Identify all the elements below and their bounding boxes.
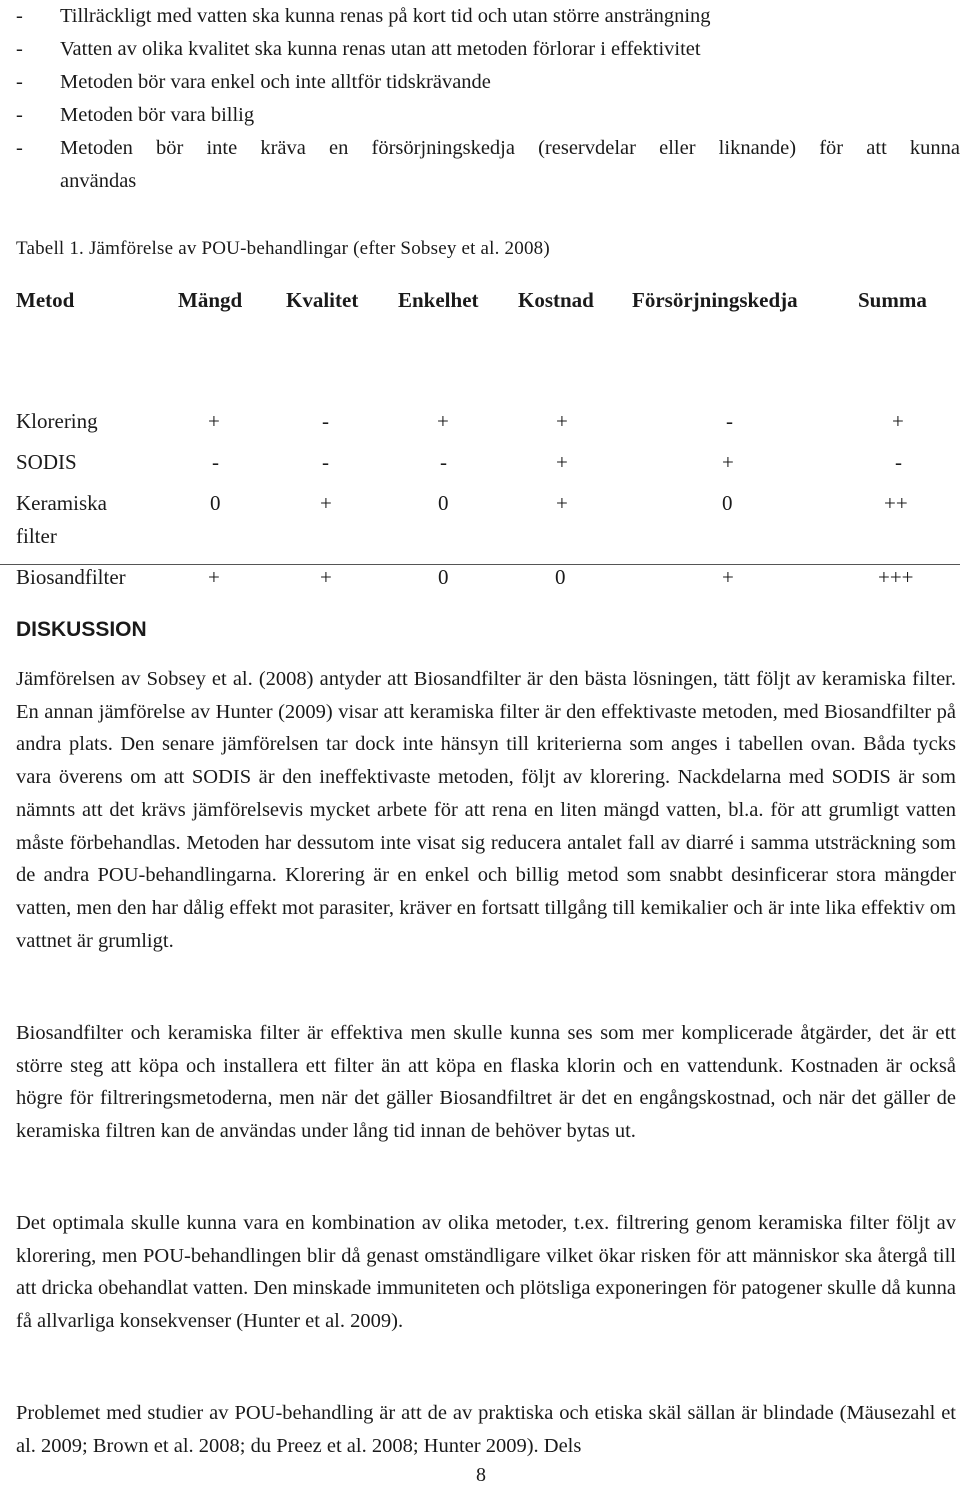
list-dash: - — [16, 137, 23, 159]
cell-method: Biosandfilter — [16, 565, 126, 589]
cell-method: Keramiska — [16, 491, 107, 515]
header-enkelhet: Enkelhet — [398, 288, 479, 312]
cell-value: 0 — [722, 491, 733, 515]
cell-value: + — [208, 409, 220, 433]
cell-method-continuation: filter — [16, 524, 57, 548]
cell-value: + — [320, 491, 332, 515]
page-number: 8 — [476, 1464, 486, 1486]
cell-value: + — [437, 409, 449, 433]
cell-value: +++ — [878, 565, 914, 589]
cell-method: Klorering — [16, 409, 98, 433]
header-kvalitet: Kvalitet — [286, 288, 359, 312]
header-mangd: Mängd — [178, 288, 243, 312]
cell-value: + — [722, 565, 734, 589]
header-summa: Summa — [858, 288, 927, 312]
list-item-continuation: användas — [60, 170, 137, 192]
cell-value: 0 — [210, 491, 221, 515]
cell-value: + — [208, 565, 220, 589]
cell-value: + — [892, 409, 904, 433]
cell-method: SODIS — [16, 450, 77, 474]
requirements-list — [16, 0, 960, 198]
list-dash: - — [16, 104, 23, 126]
comparison-table — [0, 284, 960, 589]
cell-value: + — [722, 450, 734, 474]
cell-value: + — [556, 450, 568, 474]
list-item: - Metoden bör vara enkel och inte alltför tidskrävande — [16, 66, 960, 99]
cell-value: - — [726, 409, 733, 433]
header-kostnad: Kostnad — [518, 288, 594, 312]
list-dash: - — [16, 71, 23, 93]
cell-value: + — [556, 409, 568, 433]
cell-value: - — [322, 450, 329, 474]
cell-value: - — [895, 450, 902, 474]
paragraph: Problemet med studier av POU-behandling är att de av praktiska och etiska skäl sällan är blindade (Mäusezahl et al. 2009; Brown et al. 2008; du Preez et al. 2008; Hunter 2009). Dels — [16, 1402, 956, 1457]
cell-value: 0 — [438, 491, 449, 515]
cell-value: 0 — [438, 565, 449, 589]
cell-value: - — [440, 450, 447, 474]
list-item: - Vatten av olika kvalitet ska kunna renas utan att metoden förlorar i effektivitet — [16, 33, 960, 66]
table-bottom-rule — [0, 564, 960, 565]
table-header-row — [0, 284, 960, 322]
list-dash: - — [16, 38, 23, 60]
paragraph: Det optimala skulle kunna vara en kombination av olika metoder, t.ex. filtrering genom keramiska filter följt av klorering, men POU-behandlingen blir då genast omständligare vilket ökar risken för att människor ska återgå till att dricka obehandlat vatten. Den minskade immuniteten och plötsliga exponeringen för patogener skulle då kunna få allvarliga konsekvenser (Hunter et al. 2009). — [16, 1212, 956, 1333]
list-dash: - — [16, 5, 23, 27]
paragraph: Jämförelsen av Sobsey et al. (2008) antyder att Biosandfilter är den bästa lösningen, tätt följt av keramiska filter. En annan jämförelse av Hunter (2009) visar att keramiska filter är den effektivaste metoden, med Biosandfilter på andra plats. Den senare jämförelsen tar dock inte hänsyn till kriterierna som anges i tabellen ovan. Båda tycks vara överens om att SODIS är den ineffektivaste metoden, följt av klorering. Nackdelarna med SODIS är som nämnts att det krävs jämförelsevis mycket arbete för att rena en liten mängd vatten, bl.a. för att grumligt vatten måste förbehandlas. Metoden har dessutom inte visat sig reducera antalet fall av diarré i samma utsträckning som de andra POU-behandlingarna. Klorering är en enkel och billig metod som snabbt desinficerar stora mängder vatten, men den har dålig effekt mot parasiter, kräver en fortsatt tillgång till kemikalier och är inte lika effektiv om vattnet är grumligt. — [16, 668, 956, 952]
cell-value: 0 — [555, 565, 566, 589]
list-item: - Metoden bör vara billig — [16, 99, 960, 132]
cell-value: - — [212, 450, 219, 474]
list-item: - Metoden bör inte kräva en försörjningskedja (reservdelar eller liknande) för att kunna — [16, 132, 960, 165]
table-caption: Tabell 1. Jämförelse av POU-behandlingar (efter Sobsey et al. 2008) — [16, 238, 550, 259]
cell-value: - — [322, 409, 329, 433]
paragraph: Biosandfilter och keramiska filter är effektiva men skulle kunna ses som mer komplicerade åtgärder, det är ett större steg att köpa och installera ett filter än att köpa en flaska klorin och en vattendunk. Kostnaden är också högre för filtreringsmetoderna, men när det gäller Biosandfiltret är det en engångskostnad, och när det gäller de keramiska filtren kan de användas under lång tid innan de behöver bytas ut. — [16, 1022, 956, 1143]
header-forsorjningskedja: Försörjningskedja — [632, 288, 798, 312]
section-heading: DISKUSSION — [16, 618, 147, 641]
cell-value: + — [320, 565, 332, 589]
cell-value: + — [556, 491, 568, 515]
cell-value: ++ — [884, 491, 908, 515]
header-metod: Metod — [16, 288, 75, 312]
list-item: - Tillräckligt med vatten ska kunna renas på kort tid och utan större ansträngning — [16, 0, 960, 33]
